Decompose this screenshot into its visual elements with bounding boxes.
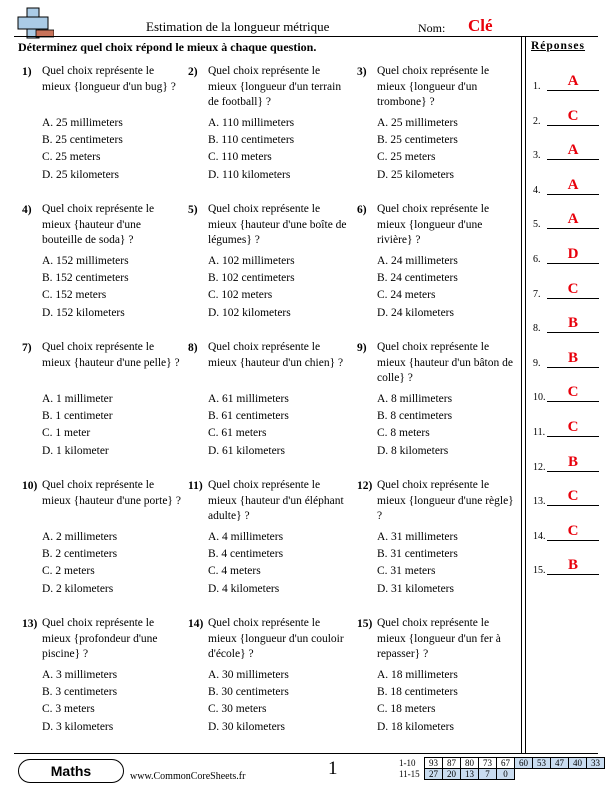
answer-option: C. 110 meters [208, 151, 272, 164]
answer-option: A. 4 millimeters [208, 531, 284, 543]
answer-row [533, 176, 599, 196]
answer-underline [547, 471, 599, 472]
answer-underline [547, 194, 599, 195]
answer-option: D. 24 kilometers [377, 306, 454, 319]
question-item [357, 202, 517, 322]
question-number: 1) [22, 66, 32, 78]
plus-sign-logo-icon [14, 6, 54, 40]
answer-letter: C [567, 488, 579, 505]
answer-letter: A [567, 142, 579, 159]
question-number: 10) [22, 480, 38, 492]
answer-letter: A [567, 211, 579, 228]
score-cell: 47 [551, 758, 569, 769]
question-item [188, 340, 348, 460]
answer-row [533, 210, 599, 230]
question-item [188, 202, 348, 322]
answer-option: A. 3 millimeters [42, 669, 118, 681]
site-url: www.CommonCoreSheets.fr [130, 771, 246, 782]
score-row [398, 769, 605, 780]
page-number: 1 [328, 758, 338, 779]
answer-option: B. 152 centimeters [42, 272, 129, 285]
answer-key-label: Clé [468, 16, 493, 35]
answer-option: C. 30 meters [208, 703, 267, 716]
answer-option: D. 1 kilometer [42, 444, 109, 457]
answer-option: B. 24 centimeters [377, 272, 458, 285]
answer-letter: B [567, 349, 578, 366]
answer-underline [547, 228, 599, 229]
question-item [22, 340, 182, 460]
answer-option: D. 61 kilometers [208, 444, 285, 457]
answer-option: B. 4 centimeters [208, 548, 284, 561]
question-stem: Quel choix représente le mieux {hauteur d'une boîte de légumes} ? [208, 203, 347, 246]
answer-option: A. 61 millimeters [208, 393, 289, 405]
answer-option: A. 30 millimeters [208, 669, 289, 681]
answer-letter: C [567, 522, 579, 539]
question-stem: Quel choix représente le mieux {hauteur d'un chien} ? [208, 341, 344, 369]
instruction-text: Déterminez quel choix répond le mieux à chaque question. [18, 40, 317, 54]
score-cell: 13 [461, 769, 479, 780]
answer-number: 10. [533, 392, 546, 404]
answer-row [533, 418, 599, 438]
answer-option: D. 8 kilometers [377, 444, 449, 457]
answer-row [533, 522, 599, 542]
score-cell: 20 [443, 769, 461, 780]
answer-number: 11. [533, 427, 546, 438]
answer-option: D. 3 kilometers [42, 720, 114, 733]
question-item [357, 340, 517, 460]
answer-underline [547, 401, 599, 402]
question-item [188, 478, 348, 598]
header-divider [14, 36, 598, 37]
score-cell: 80 [461, 758, 479, 769]
footer-divider [14, 753, 598, 754]
answer-option: C. 18 meters [377, 703, 436, 716]
question-number: 12) [357, 480, 373, 492]
question-item [188, 64, 348, 184]
answer-number: 15. [533, 565, 546, 577]
answer-row [533, 349, 599, 369]
question-item [22, 202, 182, 322]
question-number: 8) [188, 342, 198, 354]
answer-row [533, 141, 599, 161]
score-cell: 53 [533, 758, 551, 769]
answer-underline [547, 90, 599, 91]
question-item [357, 478, 517, 598]
answers-divider-left [521, 36, 522, 753]
score-table [398, 757, 605, 780]
answer-option: C. 4 meters [208, 565, 261, 578]
page-title: Estimation de la longueur métrique [146, 19, 330, 34]
question-stem: Quel choix représente le mieux {hauteur d'un éléphant adulte} ? [208, 479, 344, 522]
answer-underline [547, 298, 599, 299]
question-number: 6) [357, 204, 367, 216]
answer-number: 3. [533, 150, 541, 162]
answer-letter: B [567, 315, 578, 332]
answer-option: D. 18 kilometers [377, 720, 454, 733]
answer-letter: A [567, 73, 579, 89]
answer-option: B. 102 centimeters [208, 272, 295, 285]
answer-option: D. 2 kilometers [42, 582, 114, 595]
answer-option: C. 31 meters [377, 565, 436, 578]
answer-option: C. 25 meters [377, 151, 436, 164]
question-stem: Quel choix représente le mieux {longueur d'un couloir d'école} ? [208, 617, 344, 660]
answer-row [533, 107, 599, 127]
answer-number: 12. [533, 461, 546, 473]
answer-option: A. 25 millimeters [42, 117, 123, 129]
answer-row [533, 556, 599, 576]
answer-underline [547, 159, 599, 160]
answer-option: D. 110 kilometers [208, 168, 291, 181]
answer-option: B. 2 centimeters [42, 548, 118, 561]
question-number: 9) [357, 342, 367, 354]
answer-option: A. 18 millimeters [377, 669, 458, 681]
answer-option: C. 24 meters [377, 289, 436, 302]
answer-option: B. 3 centimeters [42, 686, 118, 699]
question-stem: Quel choix représente le mieux {longueur d'un bug} ? [42, 65, 176, 93]
question-stem: Quel choix représente le mieux {longueur d'une rivière} ? [377, 203, 490, 246]
answer-letter: B [567, 557, 578, 574]
answer-option: B. 31 centimeters [377, 548, 458, 561]
answer-row [533, 280, 599, 300]
answer-option: D. 25 kilometers [42, 168, 119, 181]
name-label: Nom: [418, 21, 446, 35]
answer-option: A. 102 millimeters [208, 255, 295, 267]
answer-option: D. 30 kilometers [208, 720, 285, 733]
answer-letter: C [567, 107, 579, 124]
question-number: 7) [22, 342, 32, 354]
question-stem: Quel choix représente le mieux {longueur d'un trombone} ? [377, 65, 490, 108]
question-stem: Quel choix représente le mieux {longueur d'une règle} ? [377, 479, 514, 522]
answers-divider-right [525, 36, 526, 753]
answer-option: A. 24 millimeters [377, 255, 458, 267]
question-stem: Quel choix représente le mieux {hauteur d'une porte} ? [42, 479, 181, 507]
answer-option: D. 4 kilometers [208, 582, 280, 595]
question-item [22, 616, 182, 736]
answer-option: A. 31 millimeters [377, 531, 458, 543]
answer-option: C. 152 meters [42, 289, 107, 302]
question-stem: Quel choix représente le mieux {longueur d'un terrain de football} ? [208, 65, 342, 108]
question-item [188, 616, 348, 736]
answer-option: C. 3 meters [42, 703, 95, 716]
question-number: 3) [357, 66, 367, 78]
question-stem: Quel choix représente le mieux {hauteur d'une pelle} ? [42, 341, 180, 369]
answer-underline [547, 505, 599, 506]
answer-number: 5. [533, 219, 541, 231]
question-number: 15) [357, 618, 373, 630]
answer-row [533, 487, 599, 507]
answer-number: 1. [533, 81, 541, 92]
answer-row [533, 453, 599, 473]
question-number: 2) [188, 66, 198, 78]
score-row [398, 758, 605, 769]
answer-underline [547, 540, 599, 541]
answer-row [533, 383, 599, 403]
score-cell: 7 [479, 769, 497, 780]
answer-option: B. 110 centimeters [208, 134, 295, 147]
question-stem: Quel choix représente le mieux {longueur d'un fer à repasser} ? [377, 617, 501, 660]
answer-option: C. 2 meters [42, 565, 95, 578]
answer-option: B. 25 centimeters [42, 134, 123, 147]
question-item [22, 478, 182, 598]
question-number: 14) [188, 618, 204, 630]
answer-letter: C [567, 280, 579, 297]
answer-letter: C [567, 419, 579, 435]
answer-number: 2. [533, 115, 541, 127]
question-stem: Quel choix représente le mieux {profondeur d'une piscine} ? [42, 617, 158, 660]
answer-option: A. 25 millimeters [377, 117, 458, 129]
answer-option: D. 25 kilometers [377, 168, 454, 181]
answer-option: C. 8 meters [377, 427, 430, 440]
score-row-label: 11-15 [399, 769, 420, 779]
answer-underline [547, 263, 599, 264]
answer-option: A. 8 millimeters [377, 393, 453, 405]
score-cell: 73 [479, 758, 497, 769]
score-cell: 60 [515, 758, 533, 769]
question-item [357, 616, 517, 736]
answer-underline [547, 332, 599, 333]
score-cell: 87 [443, 758, 461, 769]
question-number: 11) [188, 480, 203, 492]
question-item [22, 64, 182, 184]
answer-underline [547, 436, 599, 437]
answer-option: C. 1 meter [42, 427, 91, 440]
answer-row [533, 72, 599, 92]
answer-option: A. 152 millimeters [42, 255, 129, 267]
answer-number: 13. [533, 496, 546, 508]
question-number: 5) [188, 204, 198, 216]
answer-option: A. 2 millimeters [42, 531, 118, 543]
answer-letter: B [567, 453, 578, 470]
answer-option: B. 8 centimeters [377, 410, 453, 423]
answer-option: C. 61 meters [208, 427, 267, 440]
answer-number: 4. [533, 184, 541, 196]
answer-option: C. 25 meters [42, 151, 101, 164]
score-cell: 33 [587, 758, 605, 769]
answer-underline [547, 574, 599, 575]
answer-option: D. 152 kilometers [42, 306, 125, 319]
answer-option: A. 110 millimeters [208, 117, 295, 129]
answer-option: A. 1 millimeter [42, 393, 113, 405]
answer-number: 7. [533, 288, 541, 300]
answer-option: D. 102 kilometers [208, 306, 291, 319]
answers-title: Réponses [531, 40, 586, 52]
question-stem: Quel choix représente le mieux {hauteur d'un bâton de colle} ? [377, 341, 513, 384]
answer-number: 9. [533, 357, 541, 369]
answer-letter: D [567, 246, 579, 262]
answer-option: C. 102 meters [208, 289, 273, 302]
score-cell: 67 [497, 758, 515, 769]
answer-option: B. 61 centimeters [208, 410, 289, 423]
question-item [357, 64, 517, 184]
score-cell: 93 [425, 758, 443, 769]
answer-row [533, 245, 599, 265]
answer-option: D. 31 kilometers [377, 582, 454, 595]
score-row-label: 1-10 [399, 758, 416, 768]
answer-underline [547, 367, 599, 368]
answer-number: 14. [533, 530, 546, 542]
score-cell: 27 [425, 769, 443, 780]
answer-option: B. 30 centimeters [208, 686, 289, 699]
answer-number: 8. [533, 323, 541, 335]
answer-underline [547, 125, 599, 126]
question-number: 4) [22, 204, 32, 216]
answer-option: B. 18 centimeters [377, 686, 458, 699]
answer-letter: A [567, 176, 579, 193]
score-cell: 40 [569, 758, 587, 769]
score-cell: 0 [497, 769, 515, 780]
answer-number: 6. [533, 254, 541, 265]
subject-badge: Maths [18, 759, 124, 783]
question-number: 13) [22, 618, 38, 630]
answer-letter: C [567, 384, 579, 401]
answer-row [533, 314, 599, 334]
answer-option: B. 1 centimeter [42, 410, 113, 423]
question-stem: Quel choix représente le mieux {hauteur d'une bouteille de soda} ? [42, 203, 155, 246]
answer-option: B. 25 centimeters [377, 134, 458, 147]
